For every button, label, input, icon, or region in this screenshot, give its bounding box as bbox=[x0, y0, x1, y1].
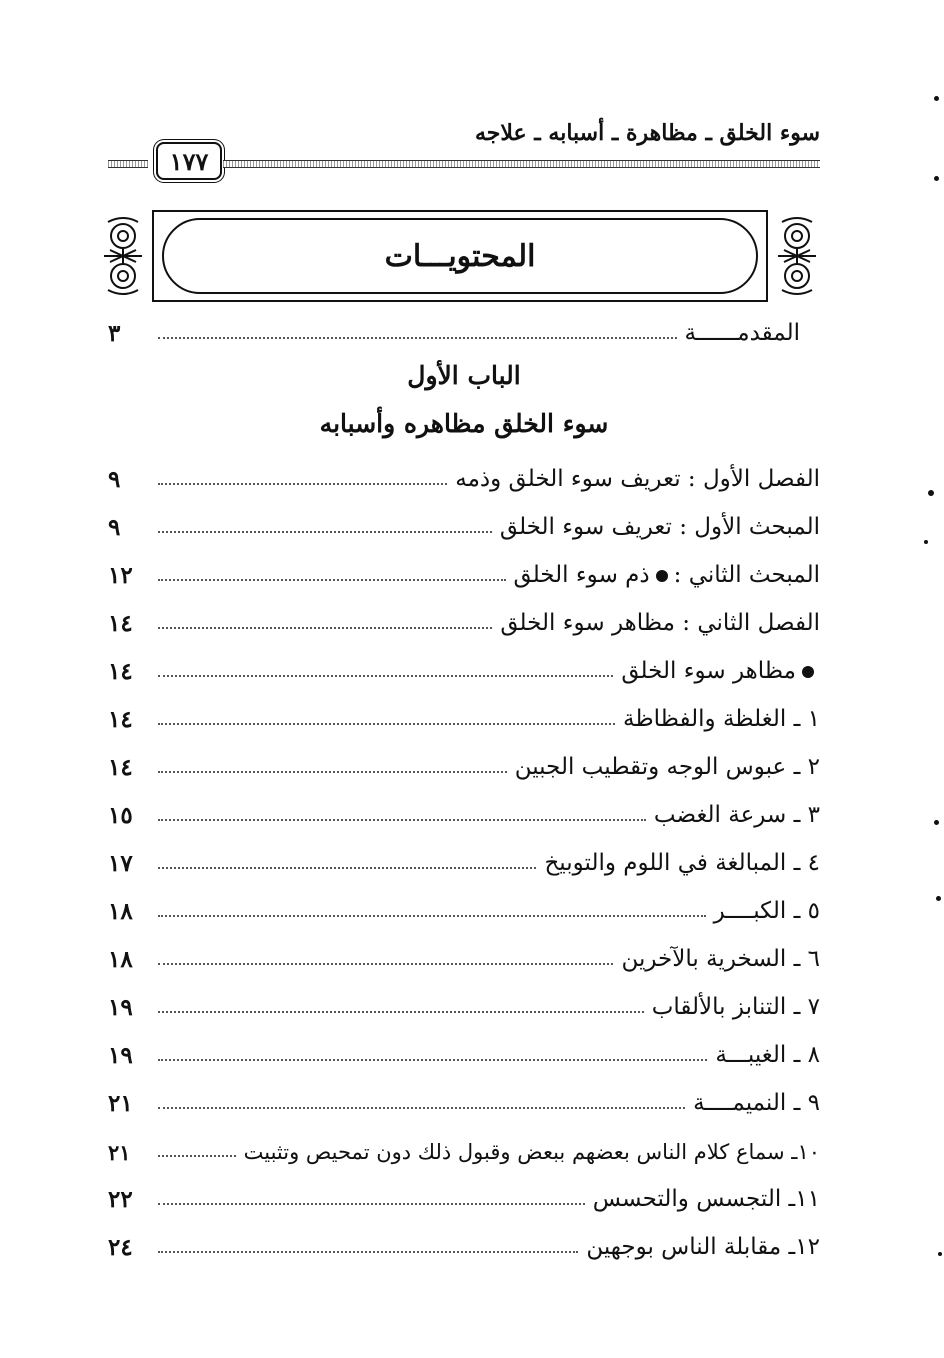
toc-entry-page: ١٥ bbox=[108, 802, 133, 829]
toc-entry-title: المبحث الأول : تعريف سوء الخلق bbox=[499, 514, 820, 540]
banner-inner bbox=[162, 218, 758, 294]
dot-leader bbox=[158, 1155, 236, 1157]
toc-entry-page: ٩ bbox=[108, 466, 121, 493]
toc-row bbox=[108, 643, 820, 683]
toc-row bbox=[108, 835, 820, 875]
toc-row bbox=[108, 1123, 820, 1163]
scan-speck bbox=[938, 1252, 942, 1256]
toc-row bbox=[108, 883, 820, 923]
dot-leader bbox=[158, 675, 613, 677]
toc-entry-title: ٤ ـ المبالغة في اللوم والتوبيخ bbox=[544, 850, 820, 876]
part-heading: الباب الأول bbox=[407, 361, 521, 390]
toc-entry-page: ٢٢ bbox=[108, 1186, 133, 1213]
toc-entry-page: ١٨ bbox=[108, 898, 133, 925]
toc-entry-page: ٣ bbox=[108, 320, 121, 347]
toc-entry-title-text: مظاهر سوء الخلق bbox=[621, 658, 796, 684]
toc-row bbox=[108, 691, 820, 731]
toc-row bbox=[108, 595, 820, 635]
toc-row bbox=[108, 1171, 820, 1211]
header-rule bbox=[223, 160, 820, 168]
dot-leader bbox=[158, 771, 507, 773]
page-number: ١٧٧ bbox=[156, 142, 222, 180]
floral-ornament-icon bbox=[100, 214, 146, 298]
toc-entry-page: ١٨ bbox=[108, 946, 133, 973]
scan-speck bbox=[934, 176, 939, 181]
toc-row bbox=[108, 499, 820, 539]
toc-entry-title: ١٠ـ سماع كلام الناس بعضهم ببعض وقبول ذلك دون تمحيص وتثبيت bbox=[243, 1140, 820, 1164]
toc-entry-page: ٢١ bbox=[108, 1140, 131, 1165]
toc-row bbox=[108, 451, 820, 491]
bullet-icon bbox=[802, 666, 814, 678]
dot-leader bbox=[158, 867, 536, 869]
part-subheading: سوء الخلق مظاهره وأسبابه bbox=[319, 409, 609, 438]
toc-entry-title bbox=[613, 660, 820, 683]
dot-leader bbox=[158, 963, 613, 965]
toc-row bbox=[108, 547, 820, 587]
toc-entry-page: ٩ bbox=[108, 514, 121, 541]
scan-speck bbox=[928, 490, 934, 496]
scan-speck bbox=[924, 540, 928, 544]
dot-leader bbox=[158, 337, 677, 339]
toc-row bbox=[108, 1075, 820, 1115]
toc-entry-title: ١٢ـ مقابلة الناس بوجهين bbox=[586, 1234, 820, 1260]
toc-entry-title: ٨ ـ الغيبـــة bbox=[715, 1042, 820, 1068]
floral-ornament-icon bbox=[774, 214, 820, 298]
toc-row bbox=[108, 979, 820, 1019]
toc-entry-title: ٧ ـ التنابز بالألقاب bbox=[651, 994, 820, 1020]
scan-speck bbox=[936, 896, 941, 901]
toc-entry-title: ١ ـ الغلظة والفظاظة bbox=[623, 706, 820, 732]
toc-row bbox=[108, 1219, 820, 1259]
toc-row bbox=[108, 1027, 820, 1067]
toc-intro-row bbox=[108, 305, 820, 345]
toc-entry-page: ١٤ bbox=[108, 706, 133, 733]
toc-entry-page: ٢٤ bbox=[108, 1234, 133, 1261]
dot-leader bbox=[158, 1203, 585, 1205]
header-rule-left bbox=[108, 160, 148, 168]
toc-entry-page: ١٧ bbox=[108, 850, 133, 877]
toc-entry-page: ١٩ bbox=[108, 1042, 133, 1069]
contents-banner bbox=[100, 210, 820, 302]
dot-leader bbox=[158, 1107, 685, 1109]
toc-entry-title bbox=[506, 564, 820, 587]
toc-row bbox=[108, 931, 820, 971]
dot-leader bbox=[158, 1011, 644, 1013]
toc-entry-title: ١١ـ التجسس والتحسس bbox=[592, 1186, 820, 1212]
toc-entry-title: المقدمــــــة bbox=[684, 320, 800, 346]
toc-entry-page: ١٤ bbox=[108, 658, 133, 685]
toc-row bbox=[108, 739, 820, 779]
toc-entry-title: ٥ ـ الكبــــر bbox=[713, 898, 820, 924]
toc-entry-page: ١٩ bbox=[108, 994, 133, 1021]
toc-entry-page: ١٢ bbox=[108, 562, 133, 589]
toc-entry-page: ٢١ bbox=[108, 1090, 133, 1117]
running-title: سوء الخلق ـ مظاهرة ـ أسبابه ـ علاجه bbox=[475, 120, 820, 146]
toc-entry-title: الفصل الثاني : مظاهر سوء الخلق bbox=[500, 610, 820, 636]
toc-entry-title: الفصل الأول : تعريف سوء الخلق وذمه bbox=[455, 466, 820, 492]
dot-leader bbox=[158, 819, 646, 821]
dot-leader bbox=[158, 627, 492, 629]
contents-title: المحتويـــات bbox=[384, 238, 536, 274]
bullet-icon bbox=[656, 570, 668, 582]
toc-entry-page: ١٤ bbox=[108, 754, 133, 781]
toc-entry-title: ٣ ـ سرعة الغضب bbox=[653, 802, 820, 828]
dot-leader bbox=[158, 531, 492, 533]
toc-entry-title-main: المبحث الثاني : bbox=[673, 562, 820, 588]
toc-entry-title: ٩ ـ النميمــــة bbox=[693, 1090, 820, 1116]
scan-speck bbox=[934, 820, 939, 825]
page-header bbox=[108, 118, 820, 180]
toc-entry-title-after-bullet: ذم سوء الخلق bbox=[513, 562, 650, 588]
dot-leader bbox=[158, 1059, 707, 1061]
dot-leader bbox=[158, 579, 506, 581]
toc-entry-title: ٢ ـ عبوس الوجه وتقطيب الجبين bbox=[514, 754, 820, 780]
toc-entry-title: ٦ ـ السخرية بالآخرين bbox=[621, 946, 820, 972]
dot-leader bbox=[158, 483, 447, 485]
toc-row bbox=[108, 787, 820, 827]
dot-leader bbox=[158, 723, 615, 725]
toc-entry-page: ١٤ bbox=[108, 610, 133, 637]
dot-leader bbox=[158, 915, 706, 917]
dot-leader bbox=[158, 1251, 578, 1253]
scan-speck bbox=[934, 96, 939, 101]
